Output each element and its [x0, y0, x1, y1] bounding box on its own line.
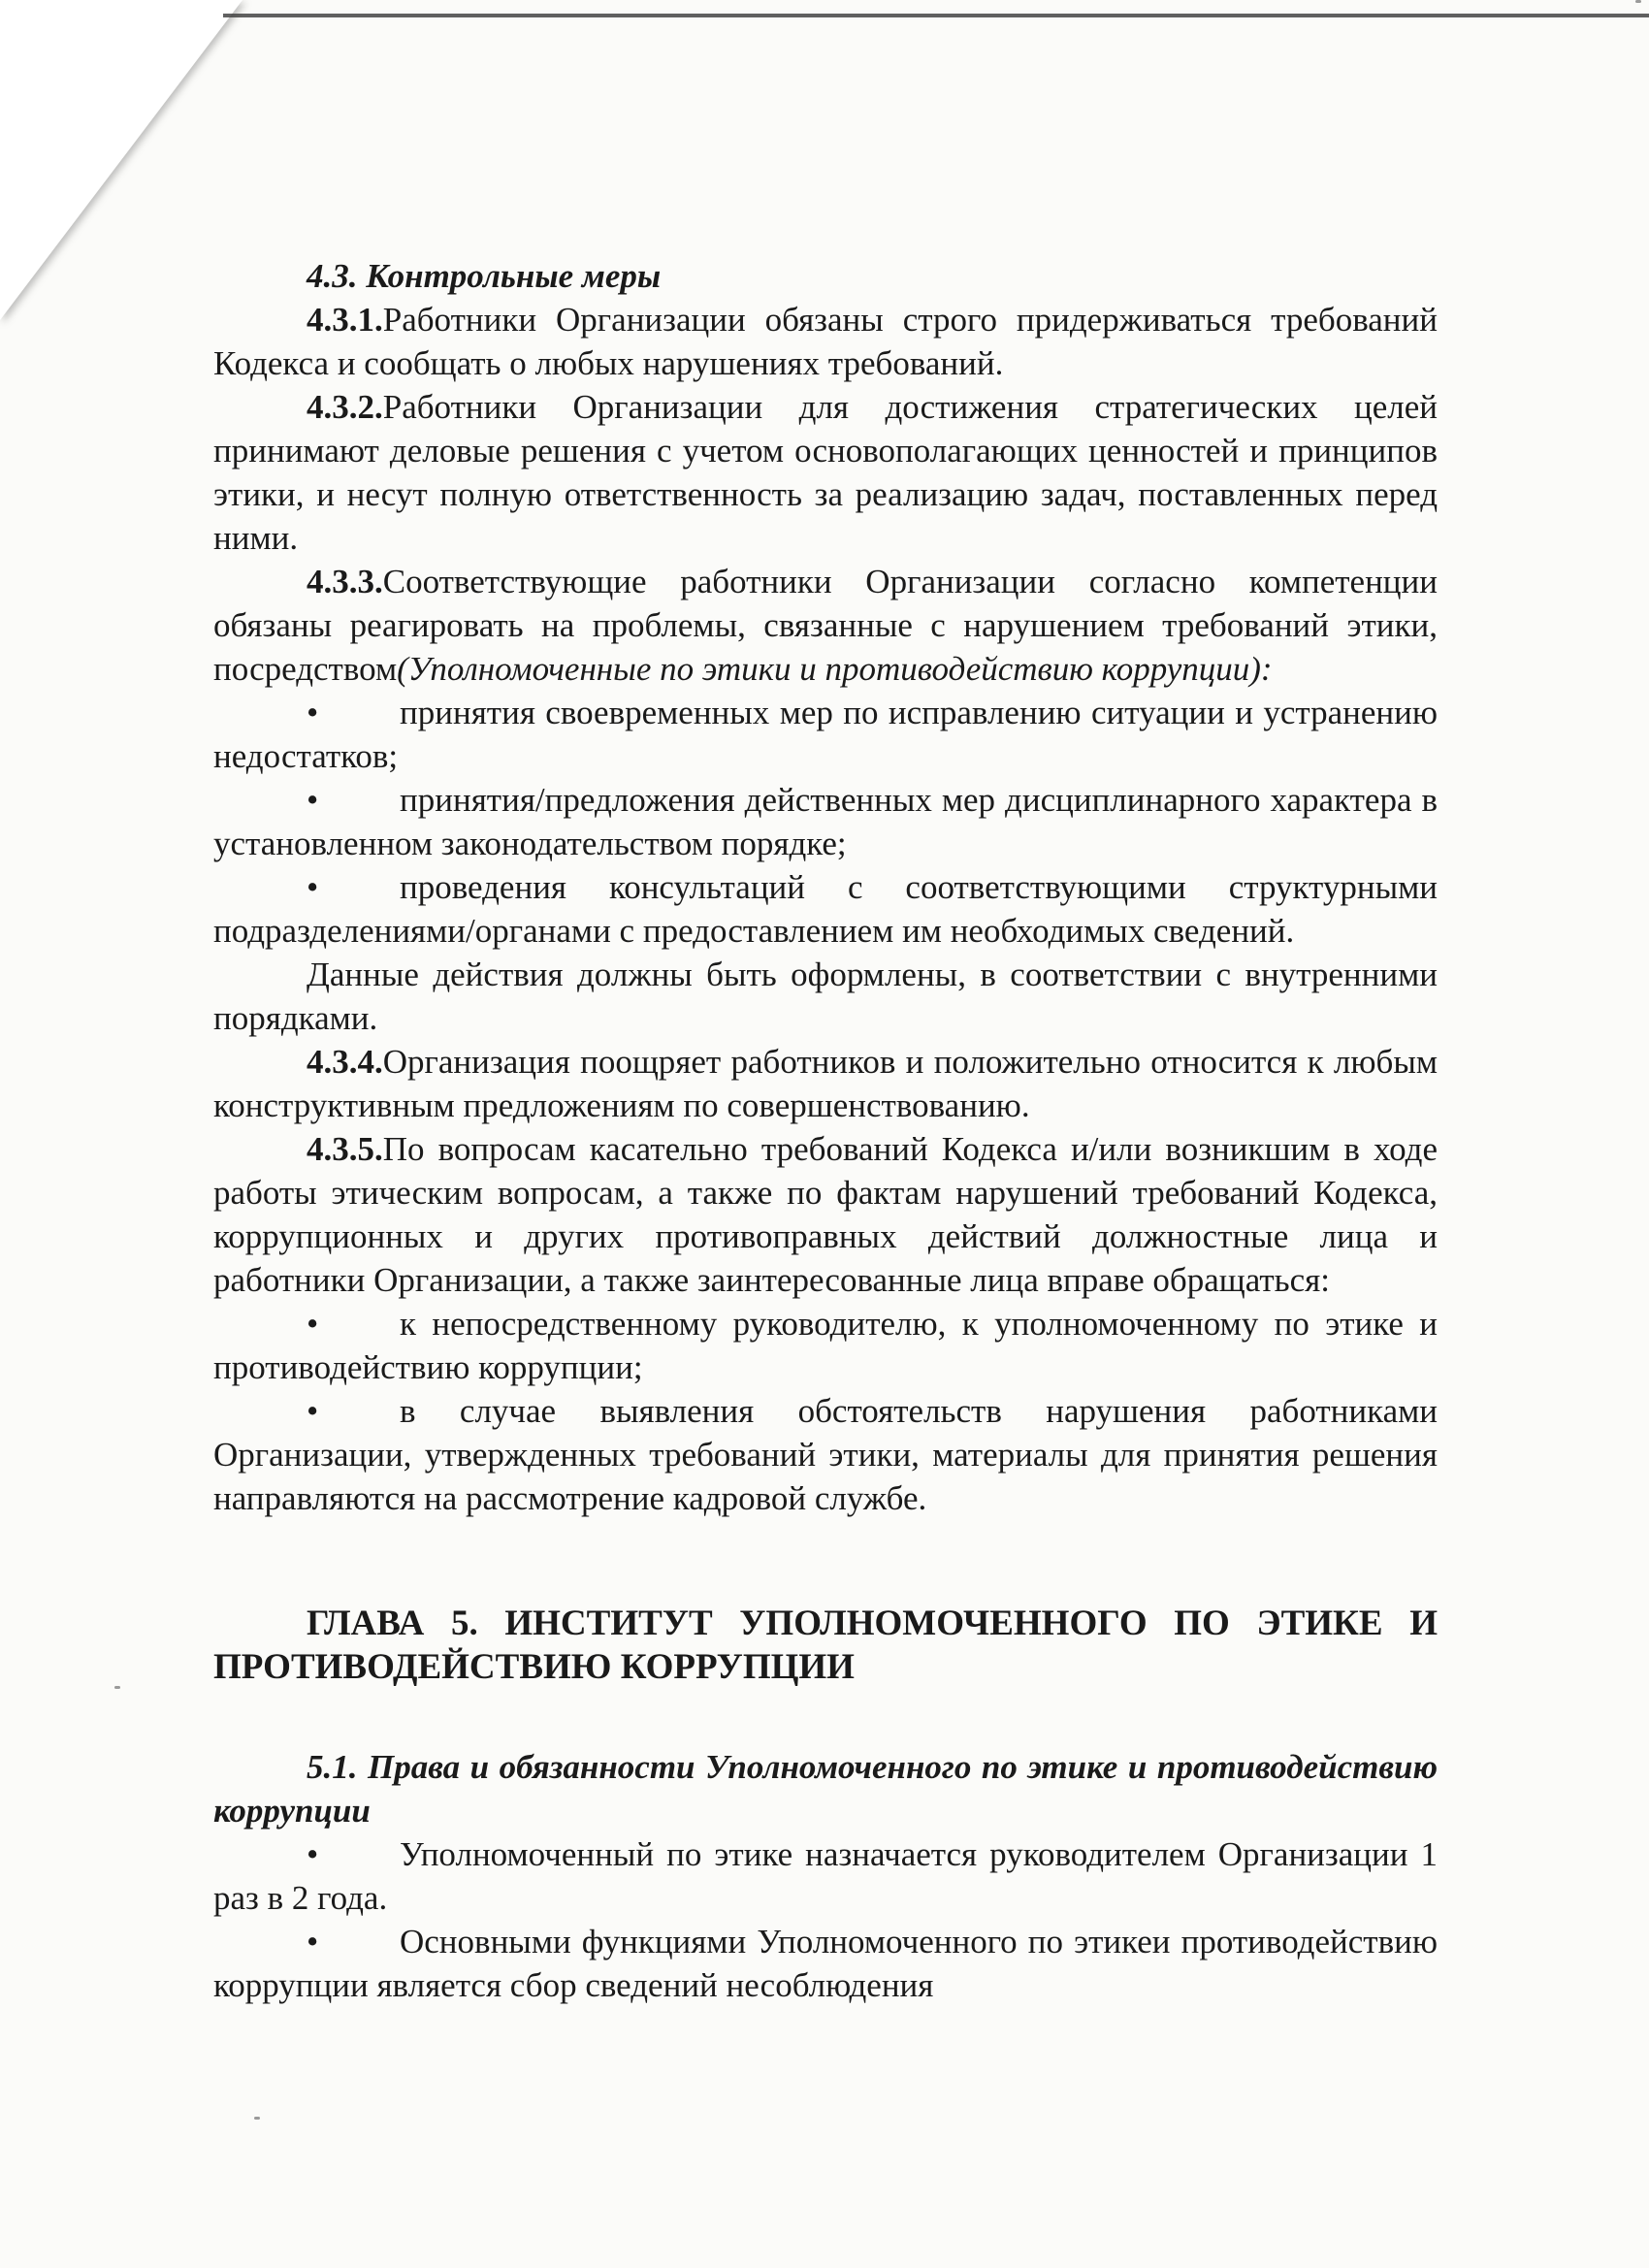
- list-item-text: принятия своевременных мер по исправлению ситуации и устранению недостатков;: [213, 694, 1438, 775]
- bullet-icon: •: [307, 694, 319, 731]
- chapter-5-heading: ГЛАВА 5. ИНСТИТУТ УПОЛНОМОЧЕННОГО ПО ЭТИКЕ И ПРОТИВОДЕЙСТВИЮ КОРРУПЦИИ: [213, 1604, 1438, 1687]
- scan-speck: [1635, 0, 1641, 3]
- scan-edge-line: [223, 14, 1649, 17]
- list-item-text: проведения консультаций с соответствующими структурными подразделениями/органами с предоставлением им необходимых сведений.: [213, 868, 1438, 950]
- scan-speck: [114, 1686, 120, 1689]
- paragraph-italic-note: (Уполномоченные по этики и противодействию коррупции):: [397, 650, 1273, 688]
- bullet-icon: •: [307, 1835, 319, 1873]
- list-item-text: принятия/предложения действенных мер дисциплинарного характера в установленном законодательством порядке;: [213, 781, 1438, 862]
- list-item: [213, 1920, 1438, 2007]
- paragraph-text: Организация поощряет работников и положительно относится к любым конструктивным предложениям по совершенствованию.: [213, 1043, 1438, 1124]
- bullet-icon: •: [307, 1392, 319, 1430]
- spacer: [213, 1520, 1438, 1602]
- list-item: [213, 778, 1438, 865]
- list-item-text: в случае выявления обстоятельств нарушения работниками Организации, утвержденных требований этики, материалы для принятия решения направляются на рассмотрение кадровой службе.: [213, 1392, 1438, 1517]
- paragraph-number: 4.3.1.: [307, 301, 383, 339]
- bullet-icon: •: [307, 1305, 319, 1343]
- paragraph-text: По вопросам касательно требований Кодекса и/или возникшим в ходе работы этическим вопросам, а также по фактам нарушений требований Кодекса, коррупционных и других противоправных действий должностные лица и работники Организации, а также заинтересованные лица вправе обращаться:: [213, 1130, 1438, 1299]
- scan-speck: [254, 2117, 260, 2120]
- section-4-3-title: 4.3. Контрольные меры: [307, 257, 662, 295]
- list-item: [213, 865, 1438, 953]
- folded-corner: [0, 0, 242, 320]
- paragraph-4-3-3: [213, 560, 1438, 691]
- paragraph-number: 4.3.2.: [307, 388, 383, 426]
- paragraph-number: 4.3.4.: [307, 1043, 383, 1081]
- list-item: [213, 1832, 1438, 1920]
- bullet-icon: •: [307, 781, 319, 819]
- list-item-text: к непосредственному руководителю, к уполномоченному по этике и противодействию коррупции;: [213, 1305, 1438, 1386]
- actions-paragraph: Данные действия должны быть оформлены, в соответствии с внутренними порядками.: [213, 956, 1438, 1037]
- paragraph-text: Работники Организации обязаны строго придерживаться требований Кодекса и сообщать о любых нарушениях требований.: [213, 301, 1438, 382]
- list-item-text: Уполномоченный по этике назначается руководителем Организации 1 раз в 2 года.: [213, 1835, 1438, 1917]
- list-item-text: Основными функциями Уполномоченного по этикеи противодействию коррупции является сбор сведений несоблюдения: [213, 1923, 1438, 2004]
- paragraph-4-3-5: [213, 1127, 1438, 1302]
- paragraph-4-3-1: [213, 298, 1438, 385]
- list-item: [213, 691, 1438, 778]
- paragraph-text: Работники Организации для достижения стратегических целей принимают деловые решения с учетом основополагающих ценностей и принципов этики, и несут полную ответственность за реализацию задач, поставленных перед ними.: [213, 388, 1438, 557]
- list-item: [213, 1389, 1438, 1520]
- bullet-icon: •: [307, 868, 319, 906]
- paragraph-number: 4.3.5.: [307, 1130, 383, 1168]
- paragraph-4-3-2: [213, 385, 1438, 560]
- section-5-1-title: 5.1. Права и обязанности Уполномоченного по этике и противодействию коррупции: [213, 1748, 1438, 1830]
- document-body: [213, 254, 1438, 2007]
- paragraph-text: Соответствующие работники Организации согласно компетенции обязаны реагировать на проблемы, связанные с нарушением требований этики, посредством: [213, 563, 1438, 688]
- bullet-icon: •: [307, 1923, 319, 1960]
- paragraph-number: 4.3.3.: [307, 563, 383, 600]
- spacer: [213, 1689, 1438, 1745]
- paragraph-4-3-4: [213, 1040, 1438, 1127]
- list-item: [213, 1302, 1438, 1389]
